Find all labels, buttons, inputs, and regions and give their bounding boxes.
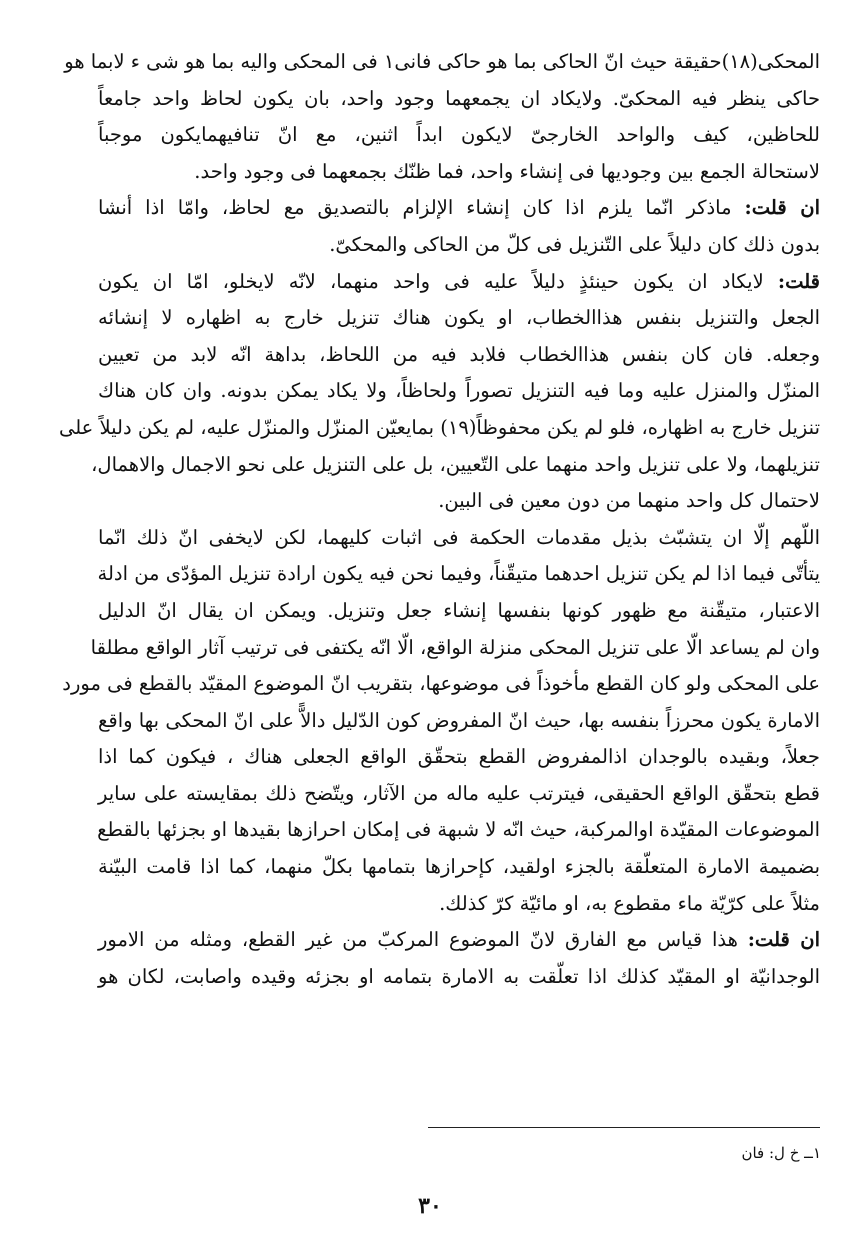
line-text: على المحكى ولو كان القطع مأخوذاً فى موضوعها، بتقريب انّ الموضوع المقيّد بالقطع فى مورد xyxy=(62,672,820,696)
text-line xyxy=(98,483,820,520)
text-line xyxy=(64,44,820,81)
line-text: اللّهم إلّا ان يتشبّث بذيل مقدمات الحكمة فى اثبات كليهما، لكن لايخفى انّ ذلك انّما xyxy=(98,525,820,549)
line-text: تنزيل خارج به اظهاره، فلو لم يكن محفوظاً(١٩) بمايعيّن المنزّل والمنزّل عليه، لم يكن دليلاً على xyxy=(58,415,820,439)
line-text: لايكاد ان يكون حينئذٍ دليلاً عليه فى واحد منهما، لانّه لايخلو، امّا ان يكون xyxy=(98,269,778,293)
text-line xyxy=(98,703,820,740)
text-line xyxy=(98,776,820,813)
text-line xyxy=(98,520,820,557)
line-text: الاعتبار، متيقّنة مع ظهور كونها بنفسها إنشاء جعل وتنزيل. ويمكن ان يقال انّ الدليل xyxy=(98,598,820,622)
footnote-separator xyxy=(428,1127,820,1128)
keyword-label: ان قلت: xyxy=(747,928,821,952)
body-text xyxy=(58,44,821,995)
line-text: جعلاً، وبقيده بالوجدان اذالمفروض القطع بتحقّق الواقع الجعلى هناك ، فيكون كما اذا xyxy=(98,745,820,769)
text-line xyxy=(98,922,820,959)
line-text: للحاظين، كيف والواحد الخارجىّ لايكون ابداً اثنين، مع انّ تنافيهمايكون موجباً xyxy=(98,123,820,147)
line-text: المحكى(١٨)حقيقة حيث انّ الحاكى بما هو حاكى فانى١ فى المحكى واليه بما هو شى ء لابما هو xyxy=(64,50,820,73)
footnote: ١ــ خ ل: فان xyxy=(741,1144,821,1162)
line-text: يتأتّى فيما اذا لم يكن تنزيل احدهما متيقّناً، وفيما نحن فيه يكون ارادة تنزيل المؤدّى من ادلة xyxy=(97,562,820,586)
line-text: هذا قياس مع الفارق لانّ الموضوع المركبّ من غير القطع، ومثله من الامور xyxy=(98,928,748,952)
line-text: تنزيلهما، ولا على تنزيل واحد منهما على التّعيين، بل على التنزيل على نحو الاجمال والاهمال، xyxy=(91,452,820,476)
text-line xyxy=(98,959,820,996)
line-text: مثلاً على كرّيّة ماء مقطوع به، او مائيّة كرّ كذلك. xyxy=(439,891,820,915)
text-line xyxy=(98,190,820,227)
text-line xyxy=(91,447,820,484)
text-line xyxy=(98,154,820,191)
text-line xyxy=(98,264,820,301)
text-line xyxy=(98,593,820,630)
line-text: بدون ذلك كان دليلاً على التّنزيل فى كلّ من الحاكى والمحكىّ. xyxy=(329,232,820,256)
line-text: وان لم يساعد الّا على تنزيل المحكى منزلة الواقع، الّا انّه يكتفى فى ترتيب آثار الواقع مطلقا xyxy=(90,635,820,659)
line-text: قطع بتحقّق الواقع الحقيقى، فيترتب عليه ماله من الآثار، ويتّضح ذلك بمقايسته على ساير xyxy=(98,781,820,805)
text-line xyxy=(62,666,820,703)
line-text: بضميمة الامارة المتعلّقة بالجزء اولقيد، كإحرازها بتمامها بكلّ منهما، كما اذا قامت البيّنة xyxy=(98,855,820,879)
text-line xyxy=(98,81,820,118)
page-number: ٣٠ xyxy=(418,1193,442,1219)
text-line xyxy=(98,886,820,923)
text-line xyxy=(58,410,820,447)
keyword-label: ان قلت: xyxy=(744,196,820,220)
text-line xyxy=(98,227,820,264)
line-text: الوجدانيّة او المقيّد كذلك اذا تعلّقت به الامارة بتمامه او بجزئه وقيده واصابت، لكان هو xyxy=(98,964,820,988)
text-line xyxy=(98,300,820,337)
keyword-label: قلت: xyxy=(777,269,820,293)
text-line xyxy=(98,812,820,849)
line-text: ماذكر انّما يلزم اذا كان إنشاء الإلزام بالتصديق مع لحاظ، وامّا اذا أنشا xyxy=(98,196,745,220)
text-line xyxy=(98,337,820,374)
text-line xyxy=(90,630,820,667)
line-text: وجعله. فان كان بنفس هذاالخطاب فلابد فيه من اللحاظ، بداهة انّه لابد من تعيين xyxy=(98,342,820,366)
text-line xyxy=(98,849,820,886)
text-line xyxy=(98,556,820,593)
text-line xyxy=(98,739,820,776)
line-text: الامارة يكون محرزاً بنفسه بها، حيث انّ المفروض كون الدّليل دالاًّ على انّ المحكى بها واقع xyxy=(98,708,820,732)
line-text: الجعل والتنزيل بنفس هذاالخطاب، او يكون هناك تنزيل خارج به اظهاره لا إنشائه xyxy=(98,306,820,330)
line-text: حاكى ينظر فيه المحكىّ. ولايكاد ان يجمعهما وجود واحد، بان يكون لحاظ واحد جامعاً xyxy=(98,86,820,110)
text-line xyxy=(98,117,820,154)
line-text: المنزّل والمنزل عليه وما فيه التنزيل تصوراً ولحاظاً، ولا يكاد يمكن بدونه. وان كان هناك xyxy=(98,379,820,403)
line-text: لاحتمال كل واحد منهما من دون معين فى البين. xyxy=(438,489,820,513)
line-text: الموضوعات المقيّدة اوالمركبة، حيث انّه لا شبهة فى إمكان احرازها بقيدها او بجزئها بالقطع xyxy=(97,818,820,842)
text-line xyxy=(98,373,820,410)
line-text: لاستحالة الجمع بين وجوديها فى إنشاء واحد، فما ظنّك بجمعهما فى وجود واحد. xyxy=(194,159,820,183)
